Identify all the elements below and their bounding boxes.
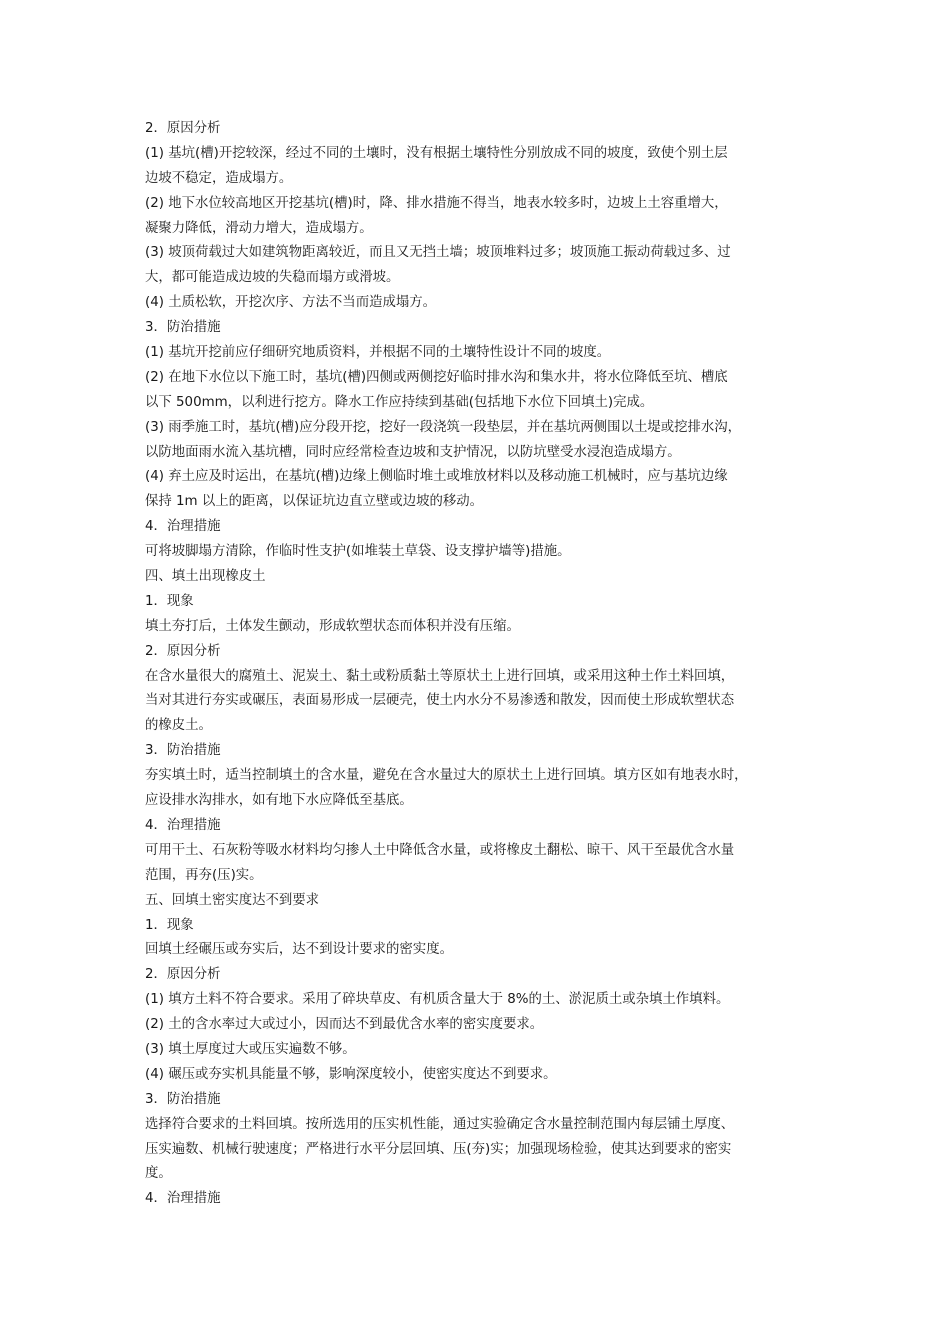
text-line: 保持 1m 以上的距离，以保证坑边直立壁或边坡的移动。 — [145, 494, 484, 510]
section-heading: 1．现象 — [145, 593, 194, 609]
section-heading: 3．防治措施 — [145, 743, 221, 759]
text-line: 可将坡脚塌方清除，作临时性支护(如堆装土草袋、设支撑护墙等)措施。 — [145, 544, 571, 560]
section-heading: 1．现象 — [145, 917, 194, 933]
text-line: (1) 填方土料不符合要求。采用了碎块草皮、有机质含量大于 8%的土、淤泥质土或杂填土作填料。 — [145, 992, 730, 1008]
text-line: 夯实填土时，适当控制填土的含水量，避免在含水量过大的原状土上进行回填。填方区如有地表水时， — [145, 768, 748, 784]
text-line: 大，都可能造成边坡的失稳而塌方或滑坡。 — [145, 270, 400, 286]
section-heading: 4．治理措施 — [145, 519, 221, 535]
text-line: 以下 500mm，以利进行挖方。降水工作应持续到基础(包括地下水位下回填土)完成。 — [145, 394, 654, 410]
document-page — [145, 117, 813, 1212]
text-line: (3) 填土厚度过大或压实遍数不够。 — [145, 1041, 356, 1057]
chapter-heading: 五、回填土密实度达不到要求 — [145, 892, 320, 908]
text-line: (1) 基坑开挖前应仔细研究地质资料，并根据不同的土壤特性设计不同的坡度。 — [145, 345, 611, 361]
text-line: (2) 在地下水位以下施工时，基坑(槽)四侧或两侧挖好临时排水沟和集水井，将水位降低至坑、槽底 — [145, 369, 728, 385]
text-line: 边坡不稳定，造成塌方。 — [145, 170, 293, 186]
text-line: (3) 雨季施工时，基坑(槽)应分段开挖，挖好一段浇筑一段垫层，并在基坑两侧围以土堤或挖排水沟， — [145, 419, 742, 435]
text-line: (2) 地下水位较高地区开挖基坑(槽)时，降、排水措施不得当，地表水较多时，边坡上土容重增大， — [145, 195, 728, 211]
section-heading: 4．治理措施 — [145, 1191, 221, 1207]
section-heading: 4．治理措施 — [145, 817, 221, 833]
text-line: 2．原因分析 — [145, 121, 221, 136]
text-line: 凝聚力降低，滑动力增大，造成塌方。 — [145, 220, 373, 236]
text-line: 回填土经碾压或夯实后，达不到设计要求的密实度。 — [145, 942, 453, 958]
text-line: 可用干土、石灰粉等吸水材料均匀掺人土中降低含水量，或将橡皮土翻松、晾干、风干至最优含水量 — [145, 842, 735, 858]
text-line: (4) 弃土应及时运出，在基坑(槽)边缘上侧临时堆土或堆放材料以及移动施工机械时，应与基坑边缘 — [145, 469, 728, 485]
chapter-heading: 四、填土出现橡皮土 — [145, 569, 266, 585]
text-line: 以防地面雨水流入基坑槽，同时应经常检查边坡和支护情况，以防坑壁受水浸泡造成塌方。 — [145, 444, 681, 460]
text-line: 填土夯打后，土体发生颤动，形成软塑状态而体积并没有压缩。 — [145, 618, 520, 634]
text-line: 当对其进行夯实或碾压，表面易形成一层硬壳，使土内水分不易渗透和散发，因而使土形成软塑状态 — [145, 693, 735, 709]
text-line: 压实遍数、机械行驶速度；严格进行水平分层回填、压(夯)实；加强现场检验，使其达到要求的密实 — [145, 1141, 732, 1157]
section-heading: 3．防治措施 — [145, 320, 221, 336]
text-line: 范围，再夯(压)实。 — [145, 867, 263, 883]
text-line: (4) 碾压或夯实机具能量不够，影响深度较小，使密实度达不到要求。 — [145, 1066, 557, 1082]
text-line: (2) 土的含水率过大或过小，因而达不到最优含水率的密实度要求。 — [145, 1017, 544, 1033]
text-line: 度。 — [145, 1166, 172, 1182]
text-line: (3) 坡顶荷载过大如建筑物距离较近，而且又无挡土墙；坡顶堆料过多；坡顶施工振动荷载过多、过 — [145, 245, 731, 261]
text-line: 在含水量很大的腐殖土、泥炭土、黏土或粉质黏土等原状土上进行回填，或采用这种土作土料回填， — [145, 668, 735, 684]
section-heading: 2．原因分析 — [145, 967, 221, 983]
text-line: (1) 基坑(槽)开挖较深，经过不同的土壤时，没有根据土壤特性分别放成不同的坡度，致使个别土层 — [145, 145, 728, 161]
section-heading: 2．原因分析 — [145, 643, 221, 659]
text-line: 的橡皮土。 — [145, 718, 212, 734]
text-line: 应设排水沟排水，如有地下水应降低至基底。 — [145, 793, 413, 809]
section-heading: 3．防治措施 — [145, 1091, 221, 1107]
text-line: 选择符合要求的土料回填。按所选用的压实机性能，通过实验确定含水量控制范围内每层铺土厚度、 — [145, 1116, 735, 1132]
text-line: (4) 土质松软，开挖次序、方法不当而造成塌方。 — [145, 295, 437, 311]
